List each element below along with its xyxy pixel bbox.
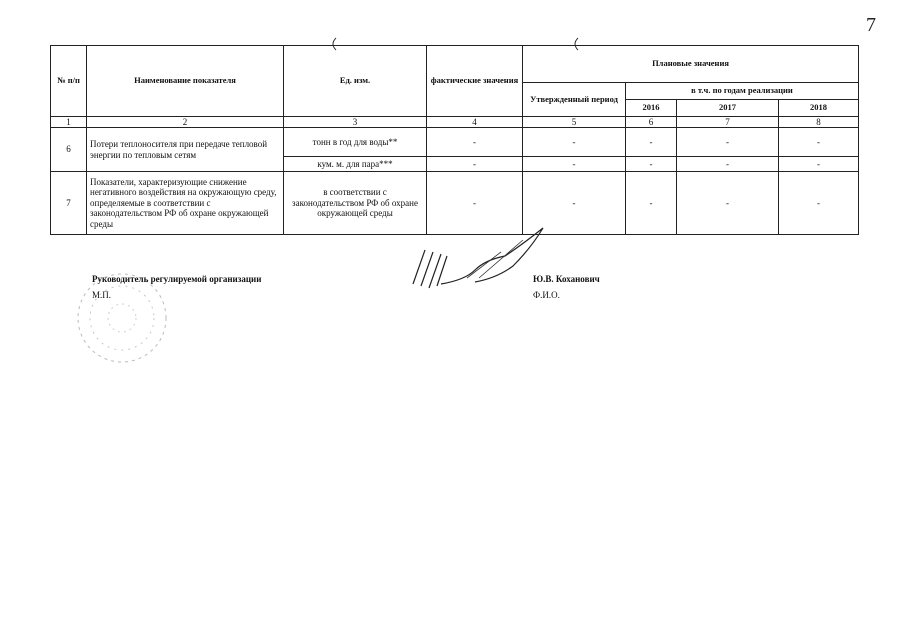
row7-2016: - xyxy=(626,172,677,235)
row6-water-2016: - xyxy=(626,128,677,157)
row7-actual: - xyxy=(427,172,523,235)
row6-unit-steam: кум. м. для пара*** xyxy=(284,157,427,172)
row6-unit-water: тонн в год для воды** xyxy=(284,128,427,157)
row6-steam-2018: - xyxy=(779,157,859,172)
row6-water-approved: - xyxy=(523,128,626,157)
fio-label: Ф.И.О. xyxy=(533,290,560,300)
row7-2017: - xyxy=(677,172,779,235)
row7-2018: - xyxy=(779,172,859,235)
signature-title: Руководитель регулируемой организации xyxy=(92,274,262,284)
row6-water-2018: - xyxy=(779,128,859,157)
column-number: 2 xyxy=(87,117,284,128)
column-number: 8 xyxy=(779,117,859,128)
column-number: 4 xyxy=(427,117,523,128)
column-number: 5 xyxy=(523,117,626,128)
row6-steam-actual: - xyxy=(427,157,523,172)
indicators-table xyxy=(50,45,859,235)
row7-num: 7 xyxy=(51,172,87,235)
row6-steam-approved: - xyxy=(523,157,626,172)
header-unit: Ед. изм. xyxy=(284,46,427,117)
header-num: № п/п xyxy=(51,46,87,117)
row7-approved: - xyxy=(523,172,626,235)
row6-steam-2017: - xyxy=(677,157,779,172)
header-approved-period: Утвержденный период xyxy=(523,83,626,117)
signature-right-block xyxy=(533,271,600,303)
row6-num: 6 xyxy=(51,128,87,172)
header-actual: фактические значения xyxy=(427,46,523,117)
header-plan: Плановые значения xyxy=(523,46,859,83)
header-year: 2017 xyxy=(677,100,779,117)
signatory-name: Ю.В. Коханович xyxy=(533,274,600,284)
row7-unit: в соответствии с законодательством РФ об охране окружающей среды xyxy=(284,172,427,235)
row7-name: Показатели, характеризующие снижение негативного воздействия на окружающую среду, определяемые в соответствии с законодательством РФ об охране окружающей среды xyxy=(87,172,284,235)
row6-water-actual: - xyxy=(427,128,523,157)
column-number: 1 xyxy=(51,117,87,128)
stamp-label: М.П. xyxy=(92,290,112,300)
row6-water-2017: - xyxy=(677,128,779,157)
header-by-years: в т.ч. по годам реализации xyxy=(626,83,859,100)
header-name: Наименование показателя xyxy=(87,46,284,117)
signature-left-block xyxy=(92,271,261,303)
page-number: 7 xyxy=(866,14,876,36)
header-year: 2018 xyxy=(779,100,859,117)
header-year: 2016 xyxy=(626,100,677,117)
column-number: 6 xyxy=(626,117,677,128)
row6-name: Потери теплоносителя при передаче тепловой энергии по тепловым сетям xyxy=(87,128,284,172)
row6-steam-2016: - xyxy=(626,157,677,172)
column-number: 3 xyxy=(284,117,427,128)
column-number: 7 xyxy=(677,117,779,128)
